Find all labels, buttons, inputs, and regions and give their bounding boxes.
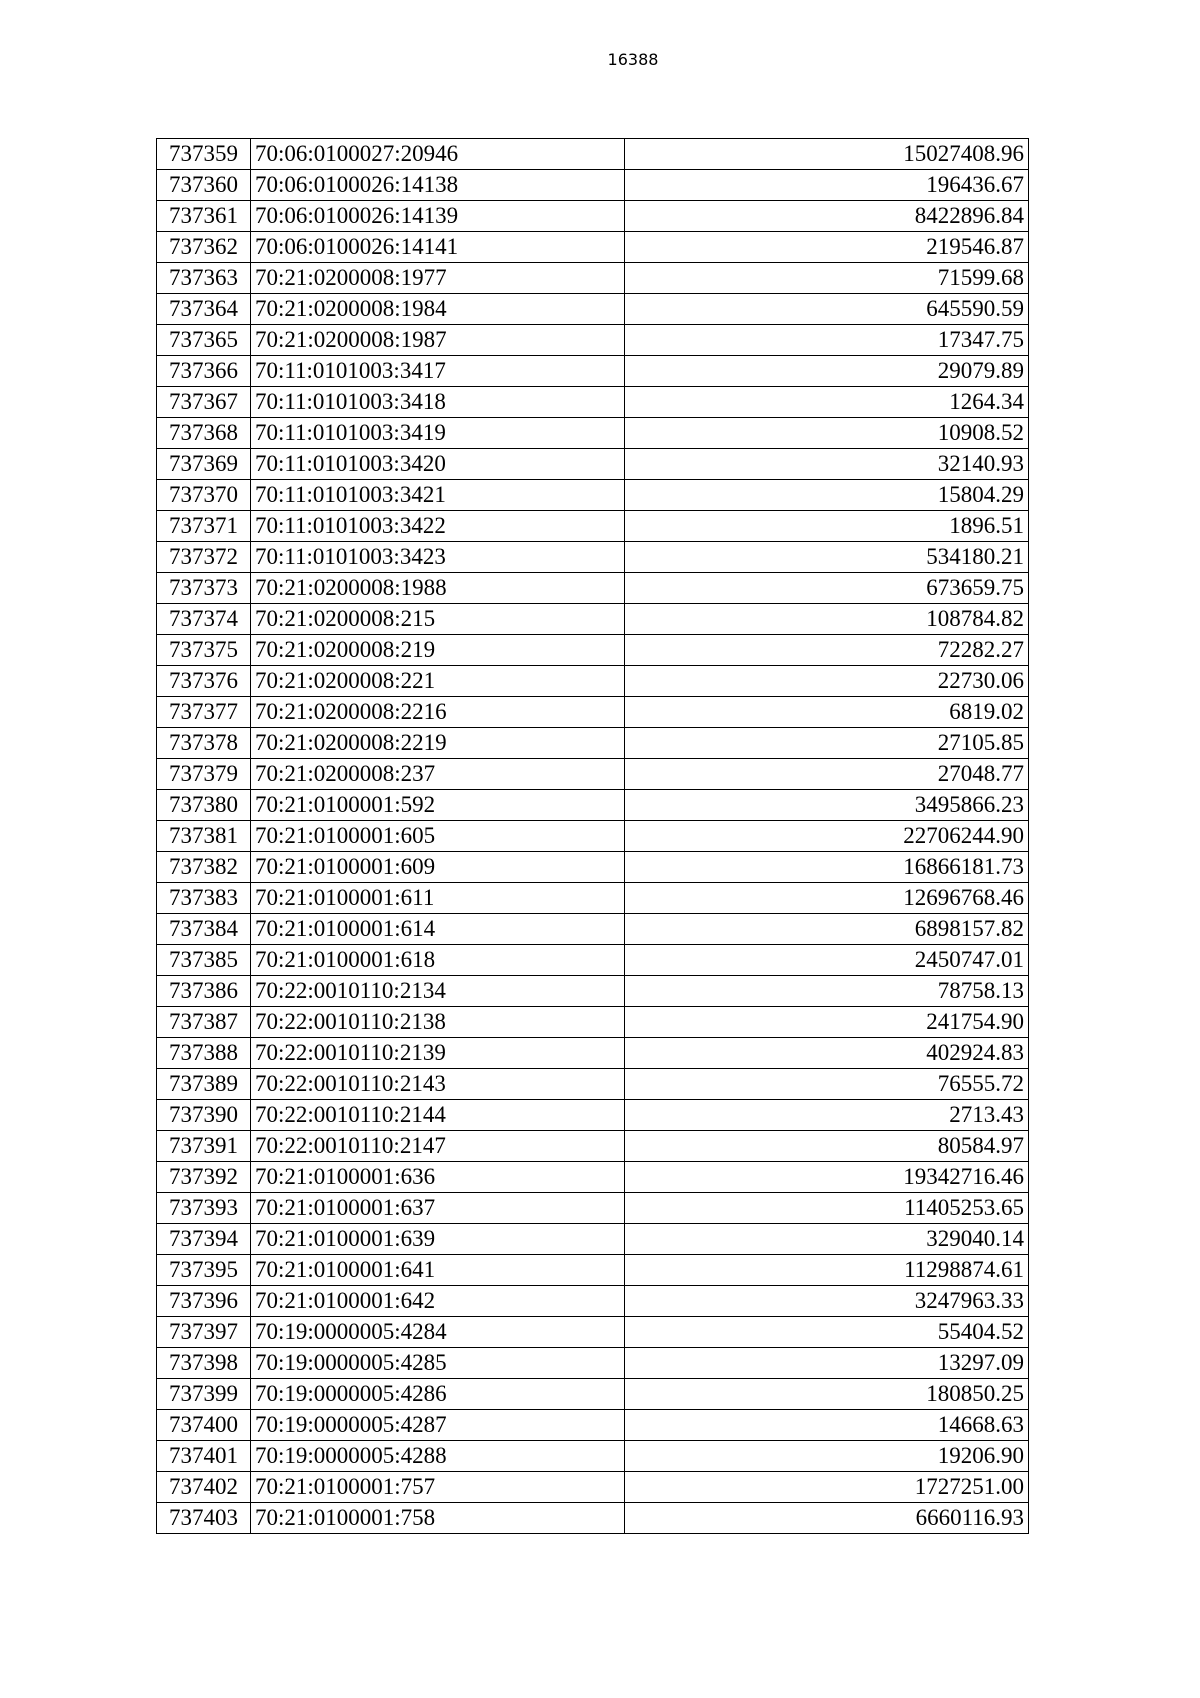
cadastral-value-cell: 196436.67	[625, 170, 1029, 201]
cadastral-number-cell: 70:21:0200008:221	[251, 666, 625, 697]
cadastral-number-cell: 70:21:0100001:592	[251, 790, 625, 821]
row-number-cell: 737394	[157, 1224, 251, 1255]
cadastral-number-cell: 70:21:0100001:618	[251, 945, 625, 976]
table-row	[157, 1441, 1029, 1472]
cadastral-value-cell: 2450747.01	[625, 945, 1029, 976]
cadastral-number-cell: 70:21:0200008:2216	[251, 697, 625, 728]
table-row	[157, 232, 1029, 263]
table-row	[157, 852, 1029, 883]
cadastral-number-cell: 70:11:0101003:3417	[251, 356, 625, 387]
cadastral-value-cell: 6819.02	[625, 697, 1029, 728]
cadastral-number-cell: 70:21:0100001:641	[251, 1255, 625, 1286]
cadastral-value-cell: 22706244.90	[625, 821, 1029, 852]
cadastral-value-cell: 13297.09	[625, 1348, 1029, 1379]
cadastral-value-cell: 10908.52	[625, 418, 1029, 449]
row-number-cell: 737370	[157, 480, 251, 511]
row-number-cell: 737360	[157, 170, 251, 201]
table-row	[157, 511, 1029, 542]
table-row	[157, 1069, 1029, 1100]
cadastral-value-cell: 6660116.93	[625, 1503, 1029, 1534]
cadastral-value-cell: 11298874.61	[625, 1255, 1029, 1286]
cadastral-value-cell: 1727251.00	[625, 1472, 1029, 1503]
cadastral-value-cell: 29079.89	[625, 356, 1029, 387]
cadastral-number-cell: 70:21:0100001:757	[251, 1472, 625, 1503]
row-number-cell: 737383	[157, 883, 251, 914]
table-row	[157, 914, 1029, 945]
table-row	[157, 1224, 1029, 1255]
row-number-cell: 737381	[157, 821, 251, 852]
row-number-cell: 737401	[157, 1441, 251, 1472]
row-number-cell: 737385	[157, 945, 251, 976]
cadastral-value-cell: 14668.63	[625, 1410, 1029, 1441]
cadastral-value-cell: 180850.25	[625, 1379, 1029, 1410]
row-number-cell: 737403	[157, 1503, 251, 1534]
cadastral-value-cell: 22730.06	[625, 666, 1029, 697]
table-row	[157, 1379, 1029, 1410]
table-row	[157, 1348, 1029, 1379]
table-row	[157, 263, 1029, 294]
row-number-cell: 737386	[157, 976, 251, 1007]
cadastral-number-cell: 70:11:0101003:3420	[251, 449, 625, 480]
row-number-cell: 737372	[157, 542, 251, 573]
table-row	[157, 201, 1029, 232]
row-number-cell: 737378	[157, 728, 251, 759]
cadastral-value-cell: 402924.83	[625, 1038, 1029, 1069]
table-row	[157, 976, 1029, 1007]
cadastral-number-cell: 70:21:0200008:1977	[251, 263, 625, 294]
table-row	[157, 1131, 1029, 1162]
cadastral-value-cell: 78758.13	[625, 976, 1029, 1007]
row-number-cell: 737366	[157, 356, 251, 387]
table-row	[157, 697, 1029, 728]
row-number-cell: 737397	[157, 1317, 251, 1348]
cadastral-number-cell: 70:21:0100001:636	[251, 1162, 625, 1193]
table-row	[157, 170, 1029, 201]
cadastral-value-cell: 1896.51	[625, 511, 1029, 542]
cadastral-value-cell: 71599.68	[625, 263, 1029, 294]
table-row	[157, 883, 1029, 914]
cadastral-value-cell: 12696768.46	[625, 883, 1029, 914]
table-row	[157, 1100, 1029, 1131]
table-row	[157, 1007, 1029, 1038]
table-row	[157, 418, 1029, 449]
row-number-cell: 737395	[157, 1255, 251, 1286]
row-number-cell: 737388	[157, 1038, 251, 1069]
table-row	[157, 821, 1029, 852]
table-row	[157, 1472, 1029, 1503]
cadastral-value-cell: 72282.27	[625, 635, 1029, 666]
row-number-cell: 737361	[157, 201, 251, 232]
row-number-cell: 737368	[157, 418, 251, 449]
row-number-cell: 737400	[157, 1410, 251, 1441]
cadastral-value-cell: 329040.14	[625, 1224, 1029, 1255]
cadastral-number-cell: 70:21:0200008:237	[251, 759, 625, 790]
cadastral-number-cell: 70:22:0010110:2138	[251, 1007, 625, 1038]
row-number-cell: 737380	[157, 790, 251, 821]
table-row	[157, 1286, 1029, 1317]
cadastral-number-cell: 70:19:0000005:4287	[251, 1410, 625, 1441]
row-number-cell: 737364	[157, 294, 251, 325]
row-number-cell: 737393	[157, 1193, 251, 1224]
row-number-cell: 737363	[157, 263, 251, 294]
table-row	[157, 1317, 1029, 1348]
cadastral-number-cell: 70:21:0100001:605	[251, 821, 625, 852]
table-row	[157, 1255, 1029, 1286]
cadastral-number-cell: 70:21:0100001:637	[251, 1193, 625, 1224]
cadastral-number-cell: 70:21:0100001:609	[251, 852, 625, 883]
cadastral-number-cell: 70:21:0200008:219	[251, 635, 625, 666]
cadastral-value-cell: 11405253.65	[625, 1193, 1029, 1224]
table-body	[157, 139, 1029, 1534]
table-row	[157, 542, 1029, 573]
cadastral-value-cell: 534180.21	[625, 542, 1029, 573]
row-number-cell: 737369	[157, 449, 251, 480]
cadastral-number-cell: 70:21:0100001:639	[251, 1224, 625, 1255]
table-row	[157, 635, 1029, 666]
cadastral-value-cell: 27048.77	[625, 759, 1029, 790]
row-number-cell: 737398	[157, 1348, 251, 1379]
cadastral-number-cell: 70:11:0101003:3418	[251, 387, 625, 418]
table-row	[157, 1193, 1029, 1224]
row-number-cell: 737367	[157, 387, 251, 418]
cadastral-value-cell: 55404.52	[625, 1317, 1029, 1348]
cadastral-number-cell: 70:06:0100026:14141	[251, 232, 625, 263]
row-number-cell: 737359	[157, 139, 251, 170]
cadastral-number-cell: 70:22:0010110:2143	[251, 1069, 625, 1100]
row-number-cell: 737396	[157, 1286, 251, 1317]
table-row	[157, 573, 1029, 604]
cadastral-value-cell: 76555.72	[625, 1069, 1029, 1100]
table-row	[157, 1503, 1029, 1534]
cadastral-value-cell: 6898157.82	[625, 914, 1029, 945]
table-row	[157, 728, 1029, 759]
row-number-cell: 737375	[157, 635, 251, 666]
table-row	[157, 759, 1029, 790]
cadastral-number-cell: 70:11:0101003:3422	[251, 511, 625, 542]
row-number-cell: 737390	[157, 1100, 251, 1131]
row-number-cell: 737402	[157, 1472, 251, 1503]
row-number-cell: 737391	[157, 1131, 251, 1162]
cadastral-value-cell: 32140.93	[625, 449, 1029, 480]
cadastral-number-cell: 70:21:0100001:758	[251, 1503, 625, 1534]
cadastral-value-cell: 19206.90	[625, 1441, 1029, 1472]
row-number-cell: 737374	[157, 604, 251, 635]
table-row	[157, 604, 1029, 635]
cadastral-number-cell: 70:19:0000005:4284	[251, 1317, 625, 1348]
cadastral-value-cell: 80584.97	[625, 1131, 1029, 1162]
page-number: 16388	[607, 50, 659, 69]
table-row	[157, 480, 1029, 511]
table-row	[157, 387, 1029, 418]
cadastral-number-cell: 70:22:0010110:2139	[251, 1038, 625, 1069]
cadastral-value-cell: 17347.75	[625, 325, 1029, 356]
cadastral-number-cell: 70:21:0100001:614	[251, 914, 625, 945]
table-row	[157, 449, 1029, 480]
row-number-cell: 737371	[157, 511, 251, 542]
row-number-cell: 737373	[157, 573, 251, 604]
row-number-cell: 737384	[157, 914, 251, 945]
cadastral-number-cell: 70:06:0100026:14139	[251, 201, 625, 232]
cadastral-number-cell: 70:21:0100001:611	[251, 883, 625, 914]
row-number-cell: 737392	[157, 1162, 251, 1193]
cadastral-value-cell: 15027408.96	[625, 139, 1029, 170]
cadastral-value-table	[156, 138, 1029, 1534]
table-row	[157, 356, 1029, 387]
table-row	[157, 1162, 1029, 1193]
cadastral-number-cell: 70:19:0000005:4286	[251, 1379, 625, 1410]
cadastral-number-cell: 70:21:0200008:1988	[251, 573, 625, 604]
cadastral-number-cell: 70:11:0101003:3419	[251, 418, 625, 449]
table-row	[157, 945, 1029, 976]
cadastral-number-cell: 70:11:0101003:3421	[251, 480, 625, 511]
row-number-cell: 737376	[157, 666, 251, 697]
row-number-cell: 737379	[157, 759, 251, 790]
cadastral-number-cell: 70:22:0010110:2134	[251, 976, 625, 1007]
cadastral-number-cell: 70:21:0100001:642	[251, 1286, 625, 1317]
cadastral-value-cell: 19342716.46	[625, 1162, 1029, 1193]
row-number-cell: 737389	[157, 1069, 251, 1100]
table-row	[157, 1038, 1029, 1069]
cadastral-value-cell: 3247963.33	[625, 1286, 1029, 1317]
cadastral-number-cell: 70:22:0010110:2147	[251, 1131, 625, 1162]
cadastral-number-cell: 70:06:0100026:14138	[251, 170, 625, 201]
cadastral-number-cell: 70:22:0010110:2144	[251, 1100, 625, 1131]
row-number-cell: 737387	[157, 1007, 251, 1038]
table-row	[157, 790, 1029, 821]
row-number-cell: 737365	[157, 325, 251, 356]
row-number-cell: 737362	[157, 232, 251, 263]
cadastral-number-cell: 70:21:0200008:215	[251, 604, 625, 635]
table-row	[157, 1410, 1029, 1441]
cadastral-number-cell: 70:21:0200008:2219	[251, 728, 625, 759]
cadastral-number-cell: 70:11:0101003:3423	[251, 542, 625, 573]
cadastral-value-cell: 1264.34	[625, 387, 1029, 418]
cadastral-number-cell: 70:21:0200008:1984	[251, 294, 625, 325]
table-row	[157, 325, 1029, 356]
cadastral-number-cell: 70:19:0000005:4285	[251, 1348, 625, 1379]
cadastral-value-cell: 108784.82	[625, 604, 1029, 635]
cadastral-value-cell: 2713.43	[625, 1100, 1029, 1131]
cadastral-number-cell: 70:19:0000005:4288	[251, 1441, 625, 1472]
row-number-cell: 737382	[157, 852, 251, 883]
table-row	[157, 294, 1029, 325]
cadastral-number-cell: 70:06:0100027:20946	[251, 139, 625, 170]
cadastral-number-cell: 70:21:0200008:1987	[251, 325, 625, 356]
cadastral-value-cell: 16866181.73	[625, 852, 1029, 883]
cadastral-value-cell: 27105.85	[625, 728, 1029, 759]
cadastral-value-cell: 8422896.84	[625, 201, 1029, 232]
row-number-cell: 737399	[157, 1379, 251, 1410]
cadastral-value-cell: 645590.59	[625, 294, 1029, 325]
cadastral-value-cell: 15804.29	[625, 480, 1029, 511]
cadastral-value-cell: 673659.75	[625, 573, 1029, 604]
table-row	[157, 666, 1029, 697]
cadastral-value-cell: 3495866.23	[625, 790, 1029, 821]
cadastral-value-cell: 219546.87	[625, 232, 1029, 263]
row-number-cell: 737377	[157, 697, 251, 728]
table-row	[157, 139, 1029, 170]
cadastral-value-cell: 241754.90	[625, 1007, 1029, 1038]
